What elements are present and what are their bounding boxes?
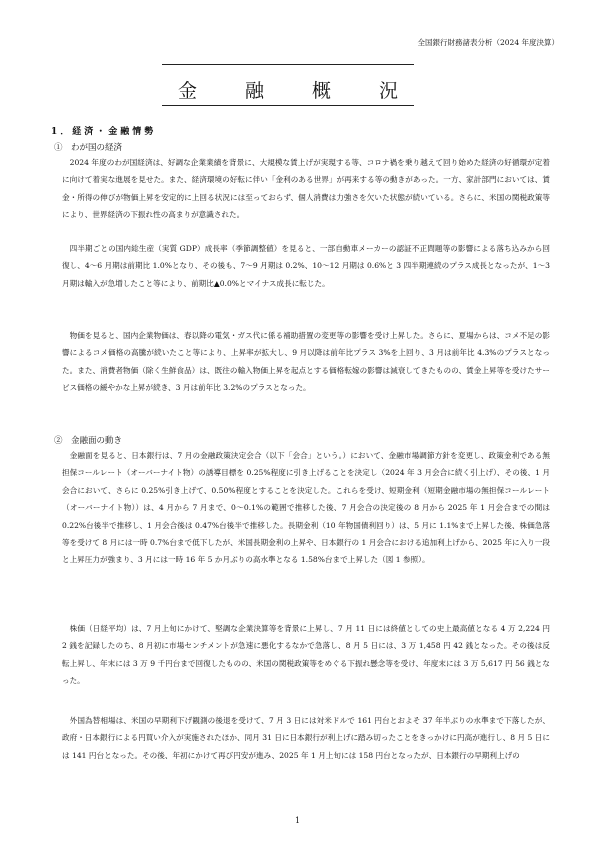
page-number: 1 [294, 816, 301, 825]
subsection-heading: ① わが国の経済 [54, 143, 123, 153]
title-char: 況 [378, 80, 398, 102]
subsection-heading: ② 金融面の動き [54, 436, 123, 446]
paragraph: 金融面を見ると、日本銀行は、7 月の金融政策決定会合（以下「会合」という。）において、金融市場調節方針を変更し、政策金利である無担保コールレート（オーバーナイト物）の誘導目標を 0.25%程度に引き上げることを決定し（2024 年 3 月会合に続く引上げ）、その後、1 月会合において、さらに 0.25%引き上げて、0.50%程度とすることを決定した。これらを受け、短期金利（短期金融市場の無担保コールレート（オーバーナイト物））は、4 月から 7 月まで、0～0.1%の範囲で推移した後、7 月会合の決定後の 8 月から 2025 年 1 月会合までの間は 0.22%台後半で推移し、1 月会合後は 0.47%台後半で推移した。長期金利（10 年物国債利回り）は、5 月に 1.1%まで上昇した後、株価急落等を受けて 8 月には一時 0.7%台まで低下したが、米国長期金利の上昇や、日本銀行の 1 月会合における追加利上げから、2025 年に入り一段と上昇圧力が強まり、3 月には一時 16 年 5 か月ぶりの高水準となる 1.58%台まで上昇した（図 1 参照）。 [62, 451, 550, 565]
document-header: 全国銀行財務諸表分析（2024 年度決算） [417, 38, 559, 47]
title-char: 概 [311, 80, 331, 102]
paragraph: 外国為替相場は、米国の早期利下げ観測の後退を受けて、7 月 3 日には対米ドルで 161 円台とおよそ 37 年半ぶりの水準まで下落したが、政府・日本銀行による円買い介入が実施されたほか、同月 31 日に日本銀行が利上げに踏み切ったことをきっかけに円高が進行し、8 月 5 日には 141 円台となった。その後、年初にかけて再び円安が進み、2025 年 1 月上旬には 158 円台となったが、日本銀行の早期利上げの [62, 716, 550, 760]
paragraph: 株価（日経平均）は、7 月上旬にかけて、堅調な企業決算等を背景に上昇し、7 月 11 日には終値としての史上最高値となる 4 万 2,224 円 2 銭を記録したのち、8 月初に市場センチメントが急速に悪化するなかで急落し、8 月 5 日には、3 万 1,458 円 42 銭となった。その後は反転上昇し、年末には 3 万 9 千円台まで回復したものの、米国の関税政策等をめぐる下振れ懸念等を受け、年度末には 3 万 5,617 円 56 銭となった。 [62, 624, 550, 686]
title-char: 金 [178, 80, 198, 102]
paragraph: 四半期ごとの国内総生産（実質 GDP）成長率（季節調整値）を見ると、一部自動車メーカーの認証不正問題等の影響による落ち込みから回復し、4～6 月期は前期比 1.0%となり、その後も、7～9 月期は 0.2%、10～12 月期は 0.6%と 3 四半期連続のプラス成長となったが、1～3 月期は輸入が急増したこと等により、前期比▲0.0%とマイナス成長に転じた。 [62, 244, 550, 288]
title-bottom-rule [162, 105, 414, 106]
paragraph: 2024 年度のわが国経済は、好調な企業業績を背景に、大規模な賃上げが実現する等、コロナ禍を乗り越えて回り始めた経済の好循環が定着に向けて着実な進展を見せた。また、経済環境の好転に伴い「金利のある世界」が再来する等の動きがあった。一方、家計部門においては、賃金・所得の伸びが物価上昇を安定的に上回る状況には至っておらず、個人消費は力強さを欠いた状態が続いている。さらに、米国の関税政策等により、世界経済の下振れ性の高まりが意識された。 [62, 158, 550, 220]
paragraph: 物価を見ると、国内企業物価は、春以降の電気・ガス代に係る補助措置の変更等の影響を受け上昇した。さらに、夏場からは、コメ不足の影響によるコメ価格の高騰が続いたこと等により、上昇率が拡大し、9 月以降は前年比プラス 3%を上回り、3 月は前年比 4.3%のプラスとなった。また、消費者物価（除く生鮮食品）は、既往の輸入物価上昇を起点とする価格転嫁の影響は減衰してきたものの、賃金上昇等を受けたサービス価格の緩やかな上昇が続き、3 月は前年比 3.2%のプラスとなった。 [62, 331, 550, 393]
title-char: 融 [244, 80, 264, 102]
title-top-rule [162, 64, 414, 65]
section-heading: 1．経済・金融情勢 [51, 127, 157, 137]
page-title [162, 76, 414, 103]
